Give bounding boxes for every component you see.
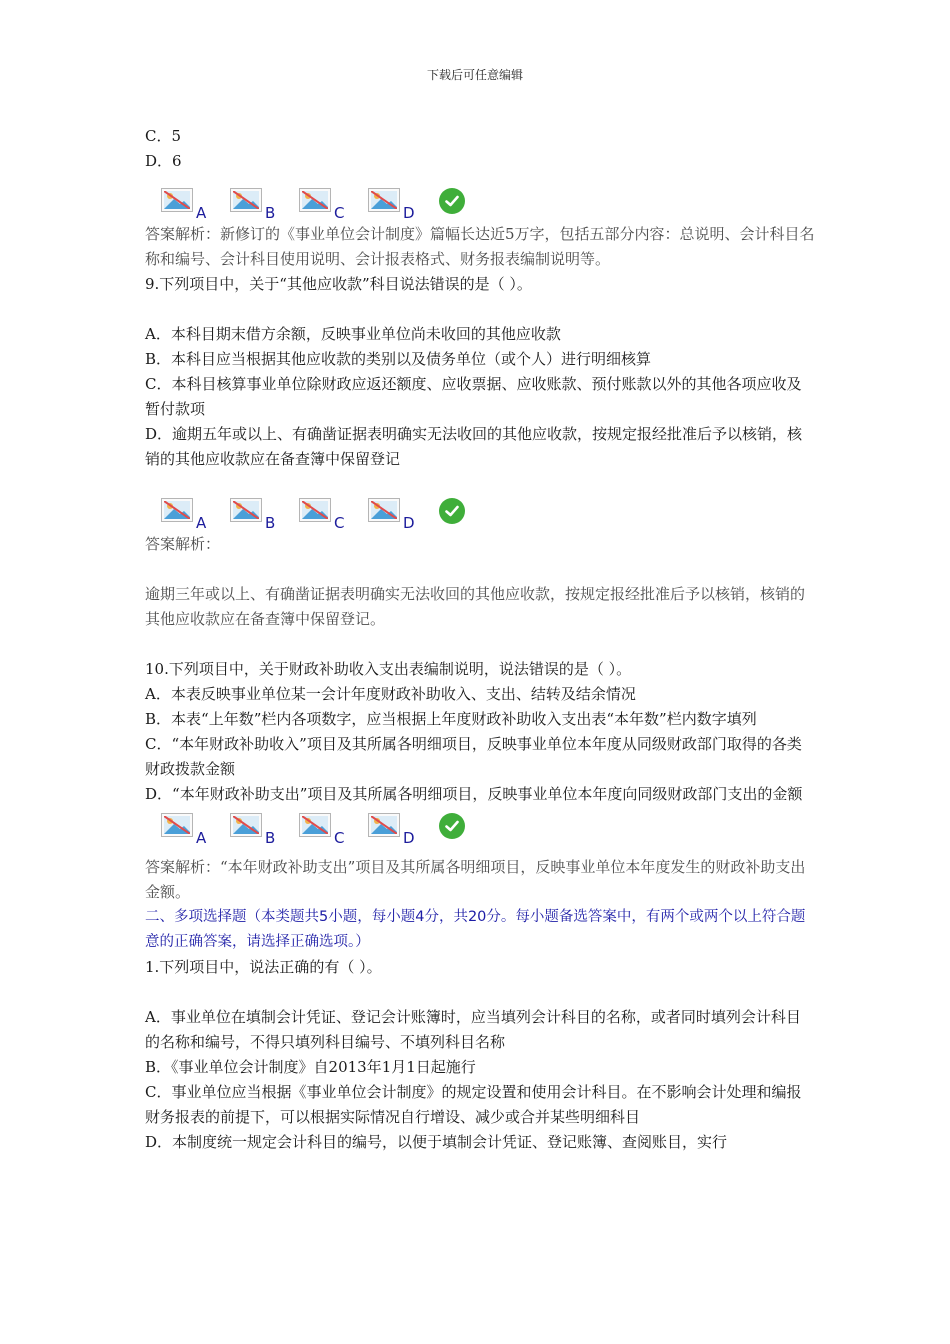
broken-image-icon [230, 813, 262, 837]
broken-image-icon [368, 188, 400, 212]
q8-answer-choices [145, 174, 815, 222]
q10-option-a: A．本表反映事业单位某一会计年度财政补助收入、支出、结转及结余情况 [145, 685, 636, 703]
q9-analysis-label: 答案解析： [145, 535, 221, 553]
answer-choice-label: B [265, 514, 276, 532]
broken-image-icon [368, 813, 400, 837]
answer-choice-a[interactable] [161, 813, 220, 847]
m1-stem: 1.下列项目中，说法正确的有（ ）。 [145, 958, 382, 976]
m1-option-d: D．本制度统一规定会计科目的编号，以便于填制会计凭证、登记账簿、查阅账目，实行 [145, 1133, 728, 1151]
q9-option-b: B．本科目应当根据其他应收款的类别以及债务单位（或个人）进行明细核算 [145, 350, 652, 368]
answer-choice-label: D [403, 204, 415, 222]
q9-answer-analysis: 逾期三年或以上、有确凿证据表明确实无法收回的其他应收款，按规定报经批准后予以核销，核销的其他应收款应在备查簿中保留登记。 [145, 585, 806, 628]
q8-option-d: D．6 [145, 152, 182, 170]
broken-image-icon [230, 498, 262, 522]
answer-choice-b[interactable] [230, 813, 289, 847]
page-header: 下载后可任意编辑 [426, 68, 523, 82]
answer-choice-label: D [403, 514, 415, 532]
q10-answer-choices [145, 807, 815, 847]
document-body [145, 124, 815, 1155]
q9-option-c: C．本科目核算事业单位除财政应返还额度、应收票据、应收账款、预付账款以外的其他各项应收及暂付款项 [145, 375, 802, 418]
broken-image-icon [161, 188, 193, 212]
answer-choice-a[interactable] [161, 498, 220, 532]
broken-image-icon [299, 813, 331, 837]
checkmark-icon [439, 813, 465, 839]
answer-choice-label: A [196, 204, 207, 222]
answer-choice-label: A [196, 829, 207, 847]
checkmark-icon [439, 498, 465, 524]
q10-answer-analysis: 答案解析：“本年财政补助支出”项目及其所属各明细项目，反映事业单位本年度发生的财政补助支出金额。 [145, 858, 806, 901]
answer-choice-label: B [265, 204, 276, 222]
q10-option-c: C．“本年财政补助收入”项目及其所属各明细项目，反映事业单位本年度从同级财政部门取得的各类财政拨款金额 [145, 735, 802, 778]
answer-choice-label: B [265, 829, 276, 847]
q9-answer-choices [145, 472, 815, 532]
answer-choice-a[interactable] [161, 188, 220, 222]
m1-option-a: A．事业单位在填制会计凭证、登记会计账簿时，应当填列会计科目的名称，或者同时填列会计科目的名称和编号，不得只填列科目编号、不填列科目名称 [145, 1008, 801, 1051]
q9-option-d: D．逾期五年或以上、有确凿证据表明确实无法收回的其他应收款，按规定报经批准后予以核销，核销的其他应收款应在备查簿中保留登记 [145, 425, 803, 468]
answer-choice-b[interactable] [230, 498, 289, 532]
answer-choice-c[interactable] [299, 188, 358, 222]
broken-image-icon [299, 188, 331, 212]
q10-option-d: D．“本年财政补助支出”项目及其所属各明细项目，反映事业单位本年度向同级财政部门支出的金额 [145, 785, 803, 803]
answer-choice-label: D [403, 829, 415, 847]
checkmark-icon [439, 188, 465, 214]
answer-choice-label: C [334, 204, 345, 222]
answer-choice-d[interactable] [368, 813, 427, 847]
m1-option-c: C．事业单位应当根据《事业单位会计制度》的规定设置和使用会计科目。在不影响会计处理和编报财务报表的前提下，可以根据实际情况自行增设、减少或合并某些明细科目 [145, 1083, 802, 1126]
answer-choice-c[interactable] [299, 498, 358, 532]
answer-choice-b[interactable] [230, 188, 289, 222]
broken-image-icon [161, 813, 193, 837]
q8-answer-analysis: 答案解析：新修订的《事业单位会计制度》篇幅长达近5万字，包括五部分内容：总说明、会计科目名称和编号、会计科目使用说明、会计报表格式、财务报表编制说明等。 [145, 225, 815, 268]
broken-image-icon [368, 498, 400, 522]
broken-image-icon [230, 188, 262, 212]
answer-choice-label: C [334, 829, 345, 847]
answer-choice-c[interactable] [299, 813, 358, 847]
q8-option-c: C．5 [145, 127, 182, 145]
q10-option-b: B．本表“上年数”栏内各项数字，应当根据上年度财政补助收入支出表“本年数”栏内数字填列 [145, 710, 757, 728]
answer-choice-d[interactable] [368, 498, 427, 532]
answer-choice-label: A [196, 514, 207, 532]
q9-stem: 9.下列项目中，关于“其他应收款”科目说法错误的是（ ）。 [145, 275, 532, 293]
answer-choice-label: C [334, 514, 345, 532]
section-title: 二、多项选择题（本类题共5小题，每小题4分，共20分。每小题备选答案中，有两个或两个以上符合题意的正确答案，请选择正确选项。） [145, 909, 806, 950]
broken-image-icon [299, 498, 331, 522]
q10-stem: 10.下列项目中，关于财政补助收入支出表编制说明，说法错误的是（ ）。 [145, 660, 632, 678]
m1-option-b: B．《事业单位会计制度》自2013年1月1日起施行 [145, 1058, 476, 1076]
broken-image-icon [161, 498, 193, 522]
q9-option-a: A．本科目期末借方余额，反映事业单位尚未收回的其他应收款 [145, 325, 561, 343]
answer-choice-d[interactable] [368, 188, 427, 222]
